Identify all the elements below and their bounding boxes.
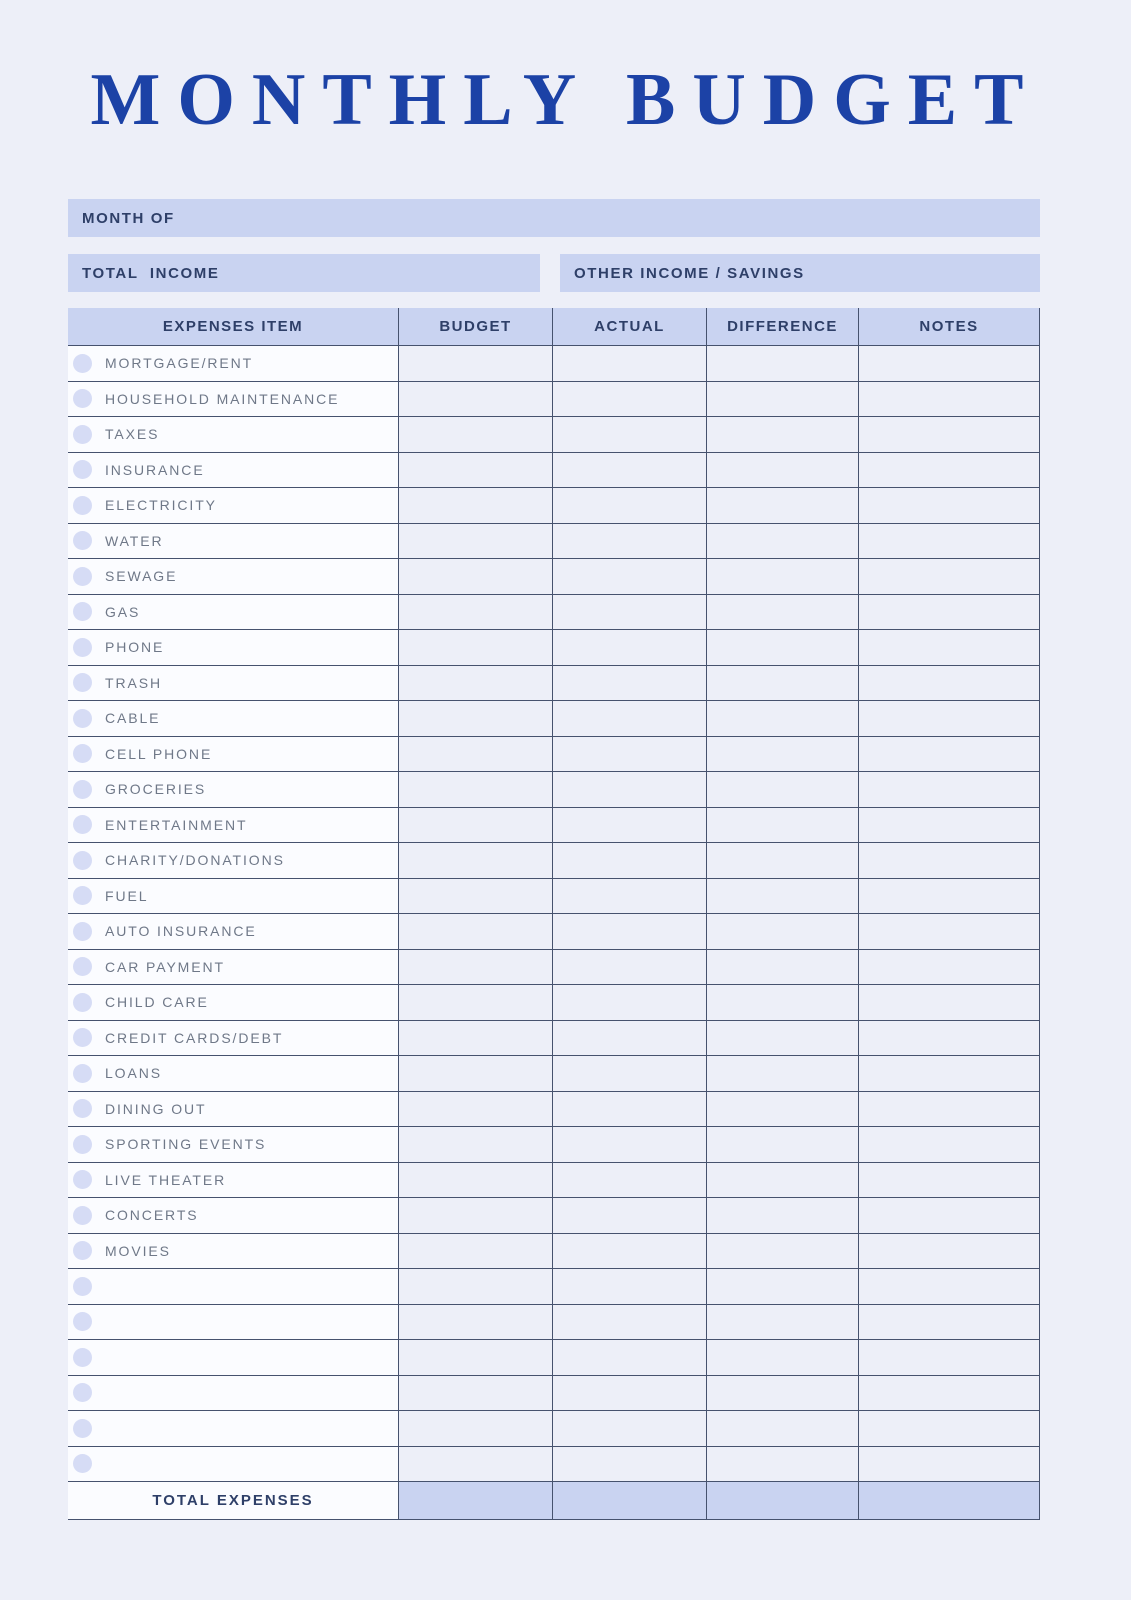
budget-cell bbox=[398, 630, 552, 666]
bullet-dot-icon bbox=[73, 709, 92, 728]
expense-item-cell bbox=[68, 488, 398, 524]
notes-cell bbox=[858, 843, 1040, 879]
expense-item-label: GROCERIES bbox=[105, 781, 207, 798]
actual-cell bbox=[552, 1447, 706, 1483]
bullet-dot-icon bbox=[73, 673, 92, 692]
expense-item-label: CHILD CARE bbox=[105, 994, 209, 1011]
table-row bbox=[68, 1269, 1040, 1305]
actual-cell bbox=[552, 488, 706, 524]
difference-cell bbox=[706, 1021, 858, 1057]
bullet-dot-icon bbox=[73, 460, 92, 479]
budget-cell bbox=[398, 1127, 552, 1163]
difference-cell bbox=[706, 382, 858, 418]
expense-item-cell bbox=[68, 1163, 398, 1199]
expense-item-cell bbox=[68, 879, 398, 915]
total-expenses-label-cell bbox=[68, 1482, 398, 1520]
difference-cell bbox=[706, 737, 858, 773]
expense-item-cell bbox=[68, 843, 398, 879]
notes-cell bbox=[858, 488, 1040, 524]
expense-item-label: DINING OUT bbox=[105, 1100, 207, 1117]
expense-item-label: CONCERTS bbox=[105, 1207, 199, 1224]
budget-cell bbox=[398, 1340, 552, 1376]
expense-item-label: MOVIES bbox=[105, 1242, 171, 1259]
header-budget: BUDGET bbox=[398, 308, 552, 346]
bullet-dot-icon bbox=[73, 1099, 92, 1118]
total-expenses-row bbox=[68, 1482, 1040, 1520]
expense-item-label: MORTGAGE/RENT bbox=[105, 355, 254, 372]
expense-item-cell bbox=[68, 1234, 398, 1270]
notes-cell bbox=[858, 524, 1040, 560]
difference-cell bbox=[706, 1411, 858, 1447]
actual-cell bbox=[552, 772, 706, 808]
notes-cell bbox=[858, 382, 1040, 418]
total-difference-cell bbox=[706, 1482, 858, 1520]
actual-cell bbox=[552, 346, 706, 382]
notes-cell bbox=[858, 346, 1040, 382]
table-row bbox=[68, 914, 1040, 950]
notes-cell bbox=[858, 1198, 1040, 1234]
table-row bbox=[68, 843, 1040, 879]
table-body bbox=[68, 346, 1040, 1482]
table-row bbox=[68, 701, 1040, 737]
budget-cell bbox=[398, 1234, 552, 1270]
expense-item-label: ENTERTAINMENT bbox=[105, 816, 248, 833]
budget-cell bbox=[398, 1021, 552, 1057]
expense-item-label: PHONE bbox=[105, 639, 165, 656]
expense-item-cell bbox=[68, 1198, 398, 1234]
bullet-dot-icon bbox=[73, 354, 92, 373]
expense-item-label: LOANS bbox=[105, 1065, 162, 1082]
bullet-dot-icon bbox=[73, 1312, 92, 1331]
expense-item-cell bbox=[68, 1127, 398, 1163]
notes-cell bbox=[858, 1376, 1040, 1412]
notes-cell bbox=[858, 630, 1040, 666]
expense-item-cell bbox=[68, 737, 398, 773]
actual-cell bbox=[552, 666, 706, 702]
total-budget-cell bbox=[398, 1482, 552, 1520]
table-row bbox=[68, 1127, 1040, 1163]
actual-cell bbox=[552, 879, 706, 915]
expense-item-cell bbox=[68, 1056, 398, 1092]
bullet-dot-icon bbox=[73, 1028, 92, 1047]
expense-item-label: TAXES bbox=[105, 426, 160, 443]
budget-cell bbox=[398, 1092, 552, 1128]
table-row bbox=[68, 488, 1040, 524]
table-row bbox=[68, 453, 1040, 489]
actual-cell bbox=[552, 985, 706, 1021]
expense-item-label: ELECTRICITY bbox=[105, 497, 217, 514]
notes-cell bbox=[858, 453, 1040, 489]
expense-item-cell bbox=[68, 595, 398, 631]
expense-item-label: CABLE bbox=[105, 710, 161, 727]
expense-item-label: WATER bbox=[105, 532, 164, 549]
difference-cell bbox=[706, 1127, 858, 1163]
table-row bbox=[68, 1340, 1040, 1376]
expense-item-label: FUEL bbox=[105, 887, 149, 904]
month-of-label: MONTH OF bbox=[82, 209, 175, 227]
expense-item-label: SEWAGE bbox=[105, 568, 178, 585]
table-row bbox=[68, 630, 1040, 666]
difference-cell bbox=[706, 843, 858, 879]
actual-cell bbox=[552, 950, 706, 986]
other-income-savings-label: OTHER INCOME / SAVINGS bbox=[574, 264, 805, 282]
total-income-field bbox=[68, 254, 540, 292]
notes-cell bbox=[858, 1305, 1040, 1341]
difference-cell bbox=[706, 1163, 858, 1199]
table-row bbox=[68, 559, 1040, 595]
notes-cell bbox=[858, 808, 1040, 844]
total-income-label: TOTAL INCOME bbox=[82, 264, 220, 282]
budget-cell bbox=[398, 1056, 552, 1092]
header-expenses-item: EXPENSES ITEM bbox=[68, 308, 398, 346]
notes-cell bbox=[858, 914, 1040, 950]
expense-item-label: HOUSEHOLD MAINTENANCE bbox=[105, 390, 340, 407]
bullet-dot-icon bbox=[73, 1241, 92, 1260]
budget-cell bbox=[398, 453, 552, 489]
difference-cell bbox=[706, 559, 858, 595]
bullet-dot-icon bbox=[73, 389, 92, 408]
table-row bbox=[68, 382, 1040, 418]
actual-cell bbox=[552, 417, 706, 453]
expense-item-cell bbox=[68, 772, 398, 808]
difference-cell bbox=[706, 1234, 858, 1270]
expense-item-cell bbox=[68, 417, 398, 453]
budget-cell bbox=[398, 950, 552, 986]
actual-cell bbox=[552, 382, 706, 418]
actual-cell bbox=[552, 843, 706, 879]
actual-cell bbox=[552, 1056, 706, 1092]
bullet-dot-icon bbox=[73, 744, 92, 763]
bullet-dot-icon bbox=[73, 1170, 92, 1189]
budget-cell bbox=[398, 1411, 552, 1447]
table-row bbox=[68, 1056, 1040, 1092]
bullet-dot-icon bbox=[73, 1277, 92, 1296]
actual-cell bbox=[552, 1340, 706, 1376]
expense-item-cell bbox=[68, 666, 398, 702]
bullet-dot-icon bbox=[73, 886, 92, 905]
notes-cell bbox=[858, 1127, 1040, 1163]
bullet-dot-icon bbox=[73, 1206, 92, 1225]
table-row bbox=[68, 950, 1040, 986]
difference-cell bbox=[706, 524, 858, 560]
difference-cell bbox=[706, 666, 858, 702]
total-notes-cell bbox=[858, 1482, 1040, 1520]
bullet-dot-icon bbox=[73, 1454, 92, 1473]
actual-cell bbox=[552, 1127, 706, 1163]
bullet-dot-icon bbox=[73, 851, 92, 870]
budget-cell bbox=[398, 914, 552, 950]
budget-cell bbox=[398, 595, 552, 631]
actual-cell bbox=[552, 808, 706, 844]
difference-cell bbox=[706, 1056, 858, 1092]
difference-cell bbox=[706, 1376, 858, 1412]
page-title: MONTHLY BUDGET bbox=[90, 59, 1041, 141]
expense-item-label: AUTO INSURANCE bbox=[105, 923, 257, 940]
expense-item-cell bbox=[68, 1269, 398, 1305]
budget-cell bbox=[398, 1269, 552, 1305]
actual-cell bbox=[552, 559, 706, 595]
expense-item-label: GAS bbox=[105, 603, 141, 620]
table-row bbox=[68, 737, 1040, 773]
notes-cell bbox=[858, 985, 1040, 1021]
difference-cell bbox=[706, 1305, 858, 1341]
table-row bbox=[68, 985, 1040, 1021]
other-income-savings-field bbox=[560, 254, 1040, 292]
actual-cell bbox=[552, 524, 706, 560]
expense-item-cell bbox=[68, 950, 398, 986]
bullet-dot-icon bbox=[73, 1383, 92, 1402]
notes-cell bbox=[858, 772, 1040, 808]
header-notes: NOTES bbox=[858, 308, 1040, 346]
actual-cell bbox=[552, 701, 706, 737]
actual-cell bbox=[552, 737, 706, 773]
bullet-dot-icon bbox=[73, 993, 92, 1012]
difference-cell bbox=[706, 417, 858, 453]
actual-cell bbox=[552, 1234, 706, 1270]
expense-item-label: CHARITY/DONATIONS bbox=[105, 852, 285, 869]
budget-cell bbox=[398, 1447, 552, 1483]
total-actual-cell bbox=[552, 1482, 706, 1520]
difference-cell bbox=[706, 346, 858, 382]
total-expenses-label: TOTAL EXPENSES bbox=[152, 1492, 314, 1509]
notes-cell bbox=[858, 1340, 1040, 1376]
table-row bbox=[68, 1198, 1040, 1234]
table-row bbox=[68, 1234, 1040, 1270]
budget-cell bbox=[398, 737, 552, 773]
expense-item-cell bbox=[68, 701, 398, 737]
expense-item-cell bbox=[68, 1376, 398, 1412]
actual-cell bbox=[552, 1163, 706, 1199]
table-row bbox=[68, 1447, 1040, 1483]
difference-cell bbox=[706, 950, 858, 986]
budget-cell bbox=[398, 808, 552, 844]
bullet-dot-icon bbox=[73, 638, 92, 657]
bullet-dot-icon bbox=[73, 1348, 92, 1367]
difference-cell bbox=[706, 985, 858, 1021]
expense-item-label: LIVE THEATER bbox=[105, 1171, 227, 1188]
bullet-dot-icon bbox=[73, 496, 92, 515]
actual-cell bbox=[552, 1376, 706, 1412]
notes-cell bbox=[858, 737, 1040, 773]
notes-cell bbox=[858, 1163, 1040, 1199]
expense-item-cell bbox=[68, 1411, 398, 1447]
expense-item-label: INSURANCE bbox=[105, 461, 205, 478]
expense-item-label: CAR PAYMENT bbox=[105, 958, 225, 975]
bullet-dot-icon bbox=[73, 425, 92, 444]
actual-cell bbox=[552, 1092, 706, 1128]
notes-cell bbox=[858, 1234, 1040, 1270]
table-row bbox=[68, 346, 1040, 382]
budget-cell bbox=[398, 879, 552, 915]
budget-cell bbox=[398, 559, 552, 595]
difference-cell bbox=[706, 1340, 858, 1376]
table-row bbox=[68, 1305, 1040, 1341]
expenses-table bbox=[68, 308, 1040, 1520]
difference-cell bbox=[706, 879, 858, 915]
budget-cell bbox=[398, 417, 552, 453]
table-row bbox=[68, 417, 1040, 453]
actual-cell bbox=[552, 1198, 706, 1234]
budget-cell bbox=[398, 1305, 552, 1341]
notes-cell bbox=[858, 1269, 1040, 1305]
notes-cell bbox=[858, 1411, 1040, 1447]
expense-item-cell bbox=[68, 453, 398, 489]
expense-item-cell bbox=[68, 346, 398, 382]
bullet-dot-icon bbox=[73, 922, 92, 941]
month-of-field bbox=[68, 199, 1040, 237]
difference-cell bbox=[706, 595, 858, 631]
income-row bbox=[68, 254, 1040, 292]
difference-cell bbox=[706, 488, 858, 524]
expense-item-cell bbox=[68, 1021, 398, 1057]
difference-cell bbox=[706, 808, 858, 844]
expense-item-cell bbox=[68, 1340, 398, 1376]
table-header-row bbox=[68, 308, 1040, 346]
table-row bbox=[68, 879, 1040, 915]
notes-cell bbox=[858, 1021, 1040, 1057]
difference-cell bbox=[706, 1198, 858, 1234]
expense-item-cell bbox=[68, 808, 398, 844]
expense-item-cell bbox=[68, 524, 398, 560]
expense-item-cell bbox=[68, 914, 398, 950]
notes-cell bbox=[858, 1447, 1040, 1483]
bullet-dot-icon bbox=[73, 602, 92, 621]
table-row bbox=[68, 772, 1040, 808]
expense-item-cell bbox=[68, 1092, 398, 1128]
notes-cell bbox=[858, 595, 1040, 631]
budget-cell bbox=[398, 1198, 552, 1234]
expense-item-cell bbox=[68, 630, 398, 666]
actual-cell bbox=[552, 453, 706, 489]
expense-item-cell bbox=[68, 559, 398, 595]
notes-cell bbox=[858, 879, 1040, 915]
expense-item-cell bbox=[68, 1305, 398, 1341]
table-row bbox=[68, 1021, 1040, 1057]
expense-item-cell bbox=[68, 382, 398, 418]
notes-cell bbox=[858, 417, 1040, 453]
notes-cell bbox=[858, 559, 1040, 595]
bullet-dot-icon bbox=[73, 567, 92, 586]
table-row bbox=[68, 1163, 1040, 1199]
budget-cell bbox=[398, 1376, 552, 1412]
table-row bbox=[68, 666, 1040, 702]
difference-cell bbox=[706, 453, 858, 489]
expense-item-label: CELL PHONE bbox=[105, 745, 213, 762]
bullet-dot-icon bbox=[73, 1135, 92, 1154]
actual-cell bbox=[552, 1269, 706, 1305]
difference-cell bbox=[706, 914, 858, 950]
table-row bbox=[68, 1376, 1040, 1412]
header-actual: ACTUAL bbox=[552, 308, 706, 346]
budget-cell bbox=[398, 524, 552, 560]
table-row bbox=[68, 1411, 1040, 1447]
notes-cell bbox=[858, 1056, 1040, 1092]
header-difference: DIFFERENCE bbox=[706, 308, 858, 346]
table-row bbox=[68, 1092, 1040, 1128]
bullet-dot-icon bbox=[73, 780, 92, 799]
difference-cell bbox=[706, 701, 858, 737]
budget-cell bbox=[398, 346, 552, 382]
budget-cell bbox=[398, 843, 552, 879]
actual-cell bbox=[552, 1305, 706, 1341]
budget-cell bbox=[398, 666, 552, 702]
expense-item-cell bbox=[68, 985, 398, 1021]
budget-cell bbox=[398, 1163, 552, 1199]
notes-cell bbox=[858, 666, 1040, 702]
table-row bbox=[68, 524, 1040, 560]
bullet-dot-icon bbox=[73, 957, 92, 976]
actual-cell bbox=[552, 1411, 706, 1447]
budget-cell bbox=[398, 488, 552, 524]
difference-cell bbox=[706, 630, 858, 666]
expense-item-label: TRASH bbox=[105, 674, 162, 691]
actual-cell bbox=[552, 630, 706, 666]
budget-cell bbox=[398, 985, 552, 1021]
budget-cell bbox=[398, 701, 552, 737]
bullet-dot-icon bbox=[73, 1064, 92, 1083]
table-row bbox=[68, 595, 1040, 631]
difference-cell bbox=[706, 772, 858, 808]
notes-cell bbox=[858, 701, 1040, 737]
table-row bbox=[68, 808, 1040, 844]
expense-item-label: SPORTING EVENTS bbox=[105, 1136, 267, 1153]
bullet-dot-icon bbox=[73, 815, 92, 834]
notes-cell bbox=[858, 1092, 1040, 1128]
bullet-dot-icon bbox=[73, 531, 92, 550]
difference-cell bbox=[706, 1092, 858, 1128]
actual-cell bbox=[552, 1021, 706, 1057]
actual-cell bbox=[552, 595, 706, 631]
expense-item-cell bbox=[68, 1447, 398, 1483]
difference-cell bbox=[706, 1447, 858, 1483]
actual-cell bbox=[552, 914, 706, 950]
difference-cell bbox=[706, 1269, 858, 1305]
expense-item-label: CREDIT CARDS/DEBT bbox=[105, 1029, 284, 1046]
bullet-dot-icon bbox=[73, 1419, 92, 1438]
budget-cell bbox=[398, 382, 552, 418]
notes-cell bbox=[858, 950, 1040, 986]
budget-cell bbox=[398, 772, 552, 808]
